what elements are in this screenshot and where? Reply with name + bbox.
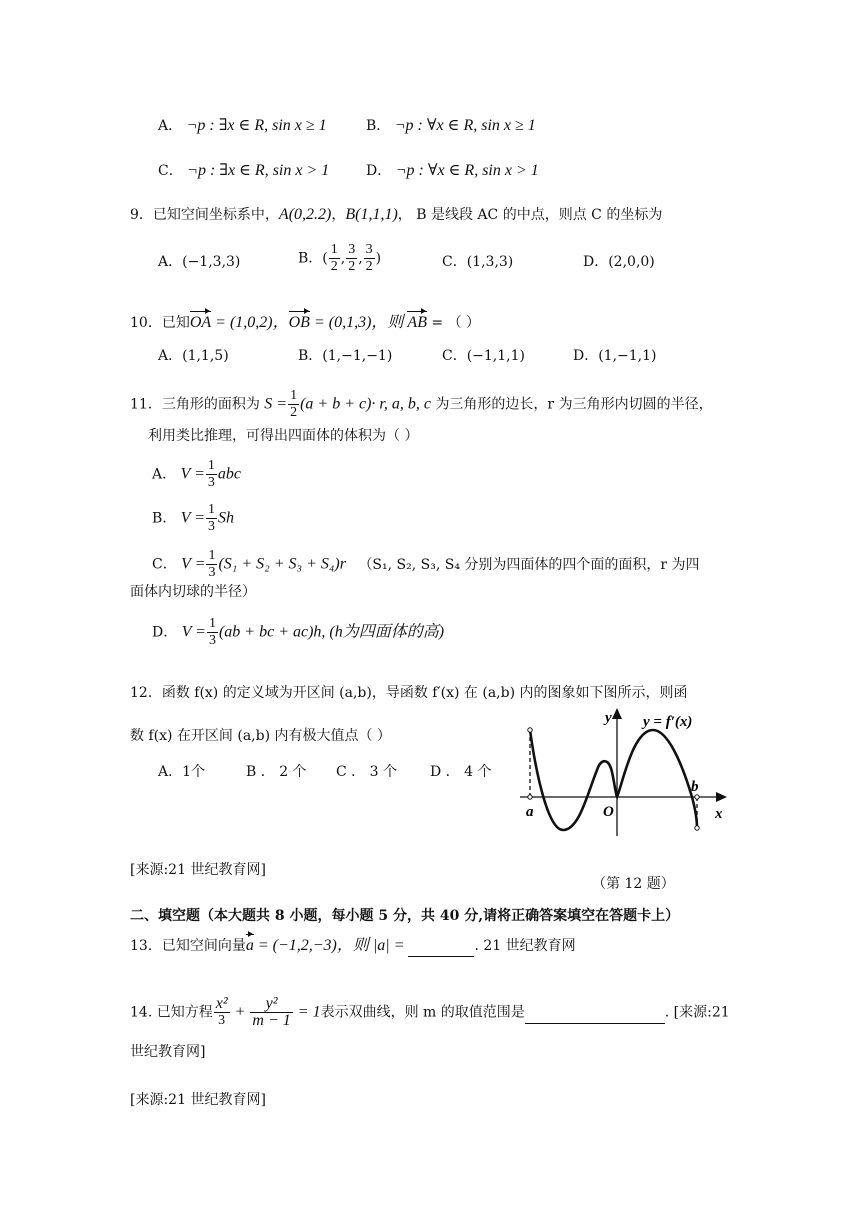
option-expr: (ab + bc + ac)h, (h为四面体的高): [218, 623, 445, 641]
option-c: C ． 3 个: [336, 764, 397, 780]
stem-text: 14. 已知方程: [130, 1004, 213, 1021]
q12-caption: （第 12 题）: [592, 876, 675, 892]
fraction-third: $\frac{1}{3}$: [208, 502, 216, 534]
option-expr: (S₁ + S₂ + S₃ + S₄)r: [218, 555, 346, 573]
fraction: $\frac{3}{2}$: [348, 242, 356, 274]
vector-ob: OB: [288, 314, 310, 331]
vector-value: = (1,0,2)，: [211, 314, 289, 331]
fraction-half: $\frac{1}{2}$: [290, 388, 298, 420]
answer-blank[interactable]: [408, 936, 474, 957]
open-point-a-top: [528, 728, 532, 732]
answer-blank[interactable]: [525, 1003, 665, 1024]
equals-one: = 1: [293, 1003, 321, 1021]
open-point-a: [528, 795, 532, 799]
option-label: C．: [152, 556, 177, 573]
point-a: A(0,2.2): [278, 206, 332, 223]
option-d: D ． 4 个: [430, 764, 492, 780]
stem-text: 11．三角形的面积为: [130, 396, 260, 413]
label-b: b: [691, 779, 699, 795]
stem-text: = （ ）: [426, 315, 481, 331]
label-fprime: y = f′(x): [643, 714, 693, 730]
q12-stem: 12．函数 f(x) 的定义域为开区间 (a,b)，导函数 f′(x) 在 (a,b) 内的图象如下图所示，则函: [130, 685, 688, 701]
option-expr: ¬p : ∃x ∈ R, sin x > 1: [187, 162, 330, 179]
q8-option-a: [158, 116, 327, 136]
section-2-heading: 二、填空题（本大题共 8 小题，每小题 5 分，共 40 分,请将正确答案填空在答题卡上）: [130, 908, 680, 924]
option-label: C．: [158, 163, 183, 179]
vector-a: a: [245, 937, 254, 954]
fraction-third: $\frac{1}{3}$: [207, 458, 215, 490]
stem-text: 表示双曲线，则 m 的取值范围是: [320, 1004, 525, 1021]
q11-stem: 11．三角形的面积为 S = $\frac{1}{2}$ (a + b + c)· r, a, b, c 为三角形的边长，r 为三角形内切圆的半径，: [130, 388, 713, 420]
option-label: D．: [152, 624, 178, 641]
q10-stem: [130, 313, 480, 333]
equals: =: [389, 937, 409, 954]
q12-derivative-graph: [515, 700, 735, 840]
open-point-b-bottom: [695, 826, 699, 830]
fraction-third: $\frac{1}{3}$: [208, 548, 216, 580]
fraction-third: $\frac{1}{3}$: [208, 616, 216, 648]
option-d: D．(2,0,0): [583, 254, 655, 270]
q8-option-d: [366, 161, 539, 181]
stem-text: 为三角形的边长，r 为三角形内切圆的半径，: [435, 396, 713, 413]
q8-option-b: [366, 116, 536, 136]
q11-option-d: D． V = $\frac{1}{3}$ (ab + bc + ac)h, (h为四面体的高): [152, 616, 445, 648]
option-expr: abc: [217, 465, 241, 483]
separator: ，: [331, 207, 346, 223]
fraction: $\frac{1}{2}$: [330, 242, 338, 274]
fraction-x2-3: $\frac{\text{x²}}{3}$: [215, 995, 228, 1028]
vector-oa: OA: [189, 314, 212, 331]
option-b: B．(1,−1,−1): [298, 348, 393, 364]
option-expr: Sh: [218, 509, 235, 527]
vector-magnitude: |a|: [372, 937, 390, 954]
q11-option-c-note: 面体内切球的半径）: [130, 584, 256, 600]
point-b: B(1,1,1): [345, 206, 398, 223]
option-b: B ． 2 个: [246, 764, 307, 780]
label-a: a: [526, 804, 534, 820]
vector-value: = (−1,2,−3)，则: [253, 937, 373, 954]
stem-text: 10．已知: [130, 315, 190, 331]
y-axis-arrow: [612, 708, 622, 719]
option-label: B．: [152, 510, 177, 527]
plus-sign: +: [230, 1003, 250, 1021]
area-formula: (a + b + c)· r, a, b, c: [300, 395, 431, 413]
option-a: A．(1,1,5): [158, 348, 229, 364]
option-c: C．(1,3,3): [442, 254, 514, 270]
label-x: x: [715, 806, 723, 822]
fraction: $\frac{3}{2}$: [365, 242, 373, 274]
q11-option-c: C． V = $\frac{1}{3}$ (S₁ + S₂ + S₃ + S₄)r （S₁, S₂, S₃, S₄ 分别为四面体的四个面的面积，r 为四: [152, 548, 700, 580]
option-label: D．: [366, 163, 392, 179]
q11-option-a: A． V = $\frac{1}{3}$ abc: [152, 458, 241, 490]
stem-text: 9．已知空间坐标系中，: [130, 207, 279, 223]
stem-text: ， B 是线段 AC 的中点，则点 C 的坐标为: [397, 207, 663, 223]
q9-stem: [130, 205, 662, 225]
x-axis-arrow: [716, 792, 727, 802]
option-a: A．1个: [158, 764, 206, 780]
fraction-y2-m1: $\frac{\text{y²}}{m - 1}$: [252, 995, 291, 1029]
option-expr: ¬p : ∀x ∈ R, sin x ≥ 1: [394, 117, 536, 134]
option-a: A．(−1,3,3): [158, 254, 241, 270]
option-d: D．(1,−1,1): [573, 348, 657, 364]
option-expr: ¬p : ∀x ∈ R, sin x > 1: [395, 162, 539, 179]
stem-text: 13．已知空间向量: [130, 938, 246, 954]
q11-stem-2: 利用类比推理，可得出四面体的体积为（ ）: [148, 428, 419, 444]
option-label: B．: [366, 118, 391, 134]
option-label: A．: [152, 466, 177, 483]
source-tail: . [来源:21: [664, 1004, 730, 1021]
option-label: A．: [158, 118, 183, 134]
label-y: y: [605, 710, 612, 726]
vector-value: = (0,1,3)，则: [309, 314, 408, 331]
source-tail: . 21 世纪教育网: [474, 938, 576, 954]
option-expr: ¬p : ∃x ∈ R, sin x ≥ 1: [186, 117, 327, 134]
q11-option-b: B． V = $\frac{1}{3}$ Sh: [152, 502, 235, 534]
option-b: B．( $\frac{1}{2}$ , $\frac{3}{2}$ , $\frac{3}{2}$ ): [298, 242, 382, 274]
q14-source-tail: 世纪教育网]: [130, 1044, 206, 1060]
source-note-1: [来源:21 世纪教育网]: [130, 862, 266, 878]
open-point-b: [695, 795, 699, 799]
label-origin: O: [603, 804, 614, 820]
option-note: （S₁, S₂, S₃, S₄ 分别为四面体的四个面的面积，r 为四: [358, 556, 700, 573]
option-c: C．(−1,1,1): [442, 348, 525, 364]
source-note-2: [来源:21 世纪教育网]: [130, 1092, 266, 1108]
vector-ab: AB: [407, 314, 427, 331]
q14-stem: [130, 996, 730, 1029]
option-label: B．: [298, 250, 323, 267]
q8-option-c: [158, 161, 329, 181]
q13-stem: [130, 936, 576, 957]
q12-stem-2: 数 f(x) 在开区间 (a,b) 内有极大值点（ ）: [130, 728, 391, 744]
